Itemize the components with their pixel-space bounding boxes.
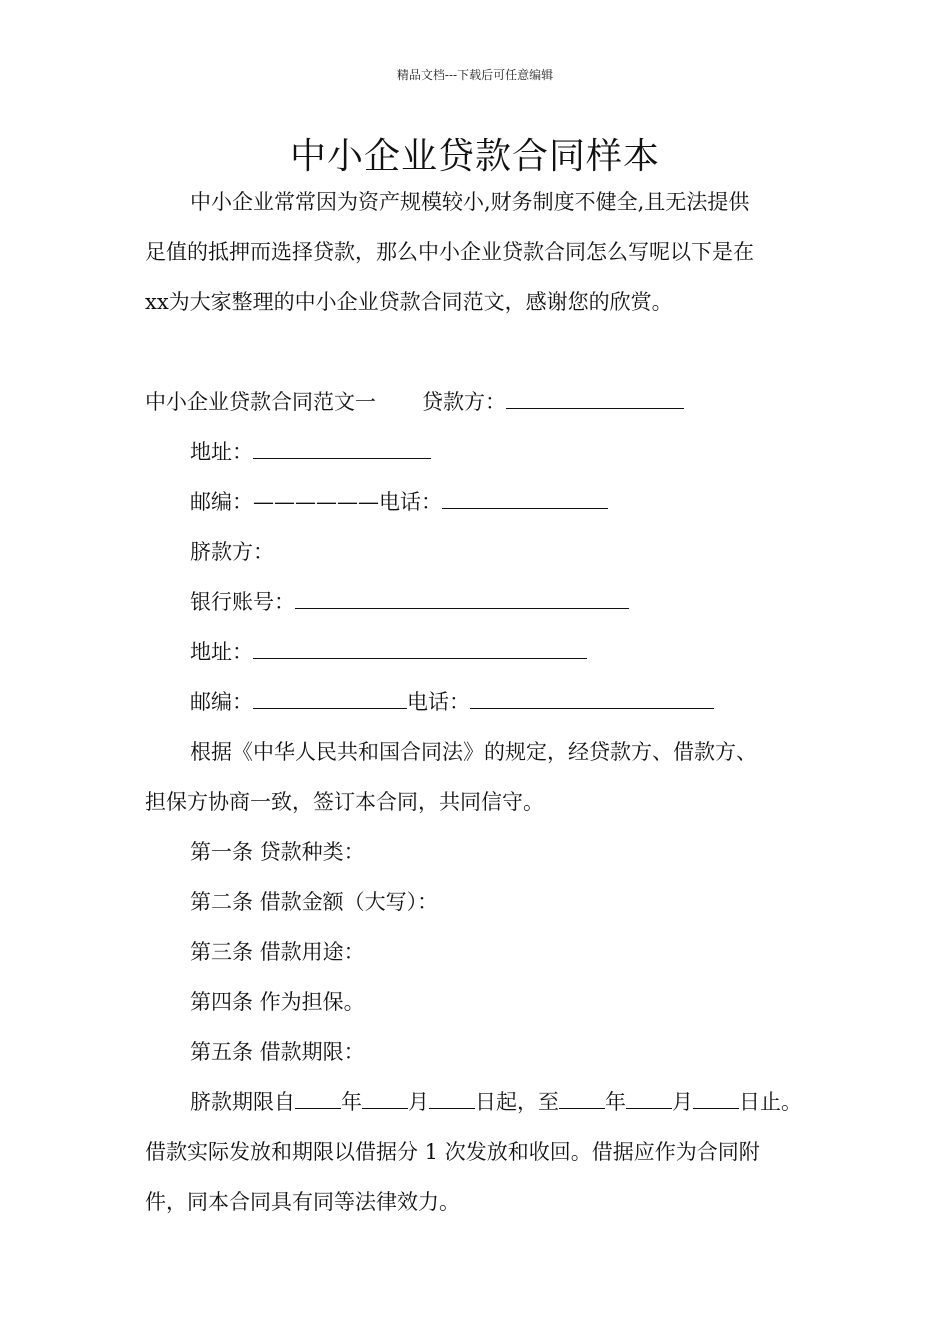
term-month2: 月 [672,1090,693,1114]
bank-account-label: 银行账号： [190,590,295,614]
term-cont-line-2: 件，同本合同具有同等法律效力。 [145,1190,460,1214]
address-row [190,436,431,466]
phone-blank [442,488,608,509]
section-heading-row [145,386,684,416]
postcode2-blank [253,688,407,709]
intro-line-3: xx为大家整理的中小企业贷款合同范文，感谢您的欣赏。 [145,290,673,314]
term-cont-line-1: 借款实际发放和期限以借据分 1 次发放和收回。借据应作为合同附 [145,1140,760,1164]
intro-line-2: 足值的抵押而选择贷款，那么中小企业贷款合同怎么写呢以下是在 [145,240,754,264]
start-year-blank [295,1088,341,1109]
intro-line-1: 中小企业常常因为资产规模较小,财务制度不健全,且无法提供 [190,190,750,214]
article-4: 第四条 作为担保。 [190,990,365,1014]
end-month-blank [626,1088,672,1109]
lender-blank [506,388,684,409]
postcode2-label: 邮编： [190,690,253,714]
address2-row [190,636,587,666]
lender-label: 贷款方： [422,390,506,414]
postcode-label: 邮编： [190,490,253,514]
term-day-start: 日起，至 [475,1090,559,1114]
page-header: 精品文档---下载后可任意编辑 [396,68,554,82]
term-year: 年 [341,1090,362,1114]
article-5: 第五条 借款期限： [190,1040,365,1064]
basis-line-1: 根据《中华人民共和国合同法》的规定，经贷款方、借款方、 [190,740,757,764]
bank-account-row [190,586,629,616]
bank-account-blank [295,588,629,609]
phone-label: 电话： [379,490,442,514]
term-month: 月 [408,1090,429,1114]
section-title: 中小企业贷款合同范文一 [145,390,376,414]
term-row [190,1086,802,1116]
postcode2-row [190,686,714,716]
borrower-label: 脐款方： [190,540,274,564]
phone2-label: 电话： [407,690,470,714]
end-day-blank [693,1088,739,1109]
article-1: 第一条 贷款种类： [190,840,365,864]
postcode-row [190,486,608,516]
end-year-blank [559,1088,605,1109]
basis-line-2: 担保方协商一致，签订本合同，共同信守。 [145,790,544,814]
start-day-blank [429,1088,475,1109]
address2-blank [253,638,587,659]
article-2: 第二条 借款金额（大写）： [190,890,439,914]
address-blank [253,438,431,459]
article-3: 第三条 借款用途： [190,940,365,964]
postcode-dashes: —————— [253,490,379,514]
address2-label: 地址： [190,640,253,664]
term-day-end: 日止。 [739,1090,802,1114]
term-prefix: 脐款期限自 [190,1090,295,1114]
phone2-blank [470,688,714,709]
address-label: 地址： [190,440,253,464]
term-year2: 年 [605,1090,626,1114]
start-month-blank [362,1088,408,1109]
document-title: 中小企业贷款合同样本 [289,136,660,177]
